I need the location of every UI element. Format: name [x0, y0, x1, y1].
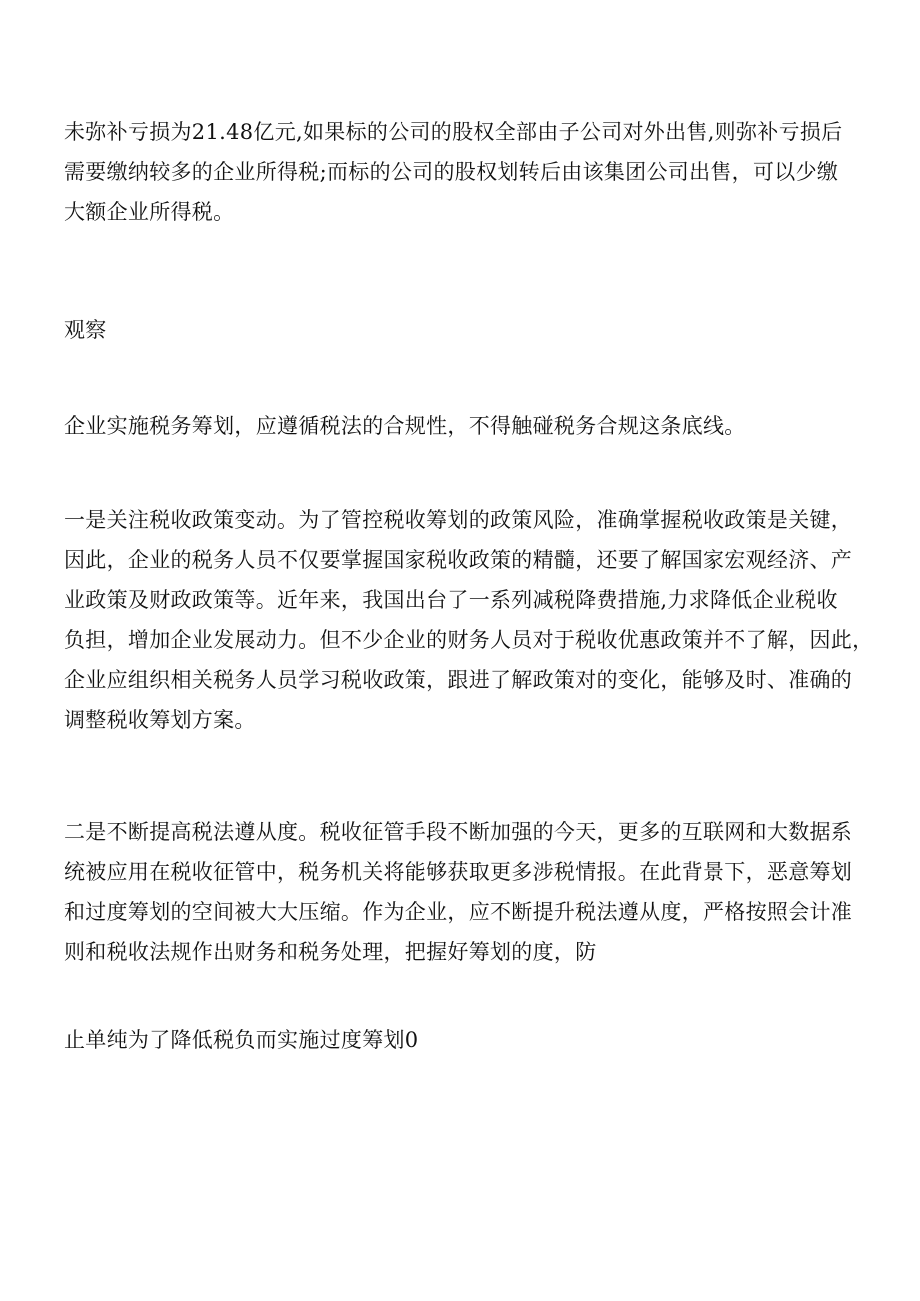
text-line: 止单纯为了降低税负而实施过度筹划0: [64, 1028, 419, 1052]
paragraph-compliance: [64, 406, 864, 446]
section-heading-observation: [64, 310, 864, 350]
paragraph-closing-line: [64, 1020, 864, 1060]
paragraph-loss-tax: [64, 112, 864, 232]
text-line: 企业应组织相关税务人员学习税收政策，跟进了解政策对的变化，能够及时、准确的: [64, 668, 853, 692]
text-line: 调整税收筹划方案。: [64, 708, 256, 732]
text-line: 二是不断提高税法遵从度。税收征管手段不断加强的今天，更多的互联网和大数据系: [64, 820, 853, 844]
text-line: 则和税收法规作出财务和税务处理，把握好筹划的度，防: [64, 940, 597, 964]
text-line: 需要缴纳较多的企业所得税;而标的公司的股权划转后由该集团公司出售，可以少缴: [64, 160, 839, 184]
text-line: 未弥补亏损为21.48亿元,如果标的公司的股权全部由子公司对外出售,则弥补亏损后: [64, 120, 843, 144]
text-line: 因此，企业的税务人员不仅要掌握国家税收政策的精髓，还要了解国家宏观经济、产: [64, 548, 853, 572]
heading-text: 观察: [64, 318, 107, 342]
paragraph-policy-changes: [64, 500, 874, 740]
paragraph-tax-compliance: [64, 812, 864, 972]
text-line: 企业实施税务筹划，应遵循税法的合规性，不得触碰税务合规这条底线。: [64, 414, 746, 438]
text-line: 负担，增加企业发展动力。但不少企业的财务人员对于税收优惠政策并不了解，因此，: [64, 628, 874, 652]
text-line: 大额企业所得税。: [64, 200, 235, 224]
text-line: 一是关注税收政策变动。为了管控税收筹划的政策风险，准确掌握税收政策是关键，: [64, 508, 853, 532]
text-line: 统被应用在税收征管中，税务机关将能够获取更多涉税情报。在此背景下，恶意筹划: [64, 860, 853, 884]
text-line: 业政策及财政政策等。近年来，我国出台了一系列减税降费措施,力求降低企业税收: [64, 588, 838, 612]
text-line: 和过度筹划的空间被大大压缩。作为企业，应不断提升税法遵从度，严格按照会计准: [64, 900, 853, 924]
